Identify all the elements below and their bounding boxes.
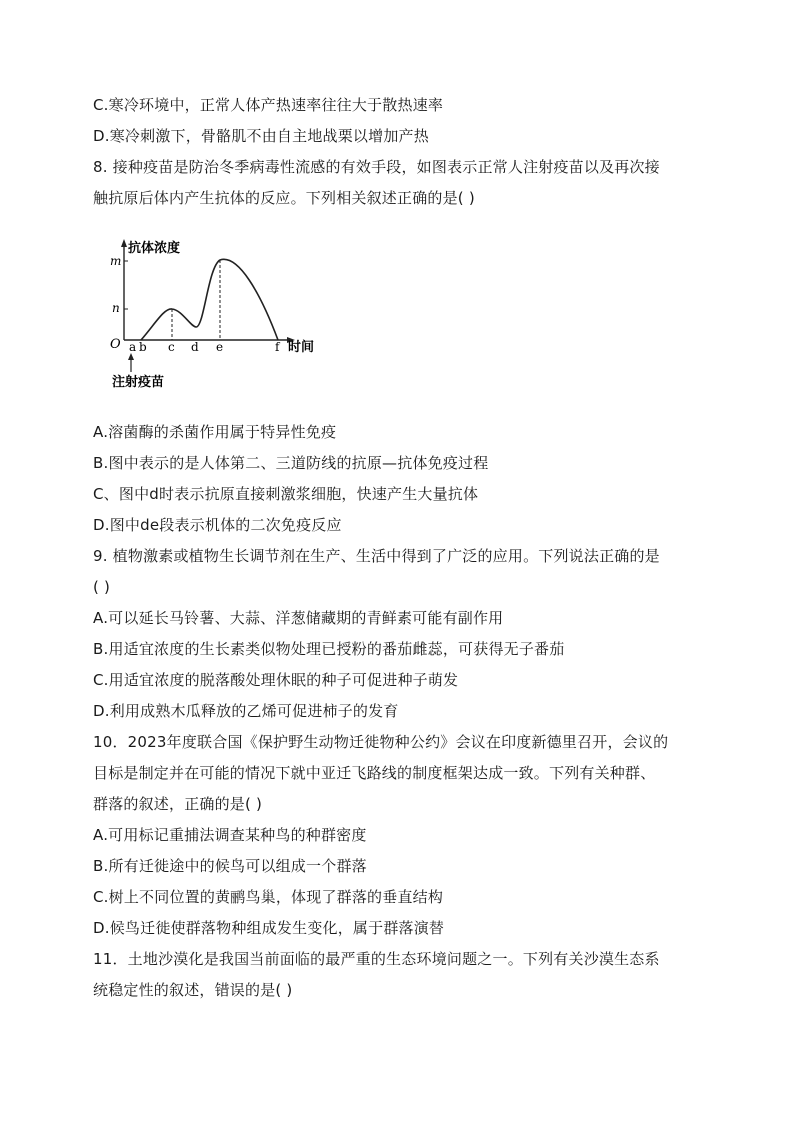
antibody-curve [141,259,278,340]
text-line: 目标是制定并在可能的情况下就中亚迁飞路线的制度框架达成一致。下列有关种群、 [93,764,656,782]
text-line: B.用适宜浓度的生长素类似物处理已授粉的番茄雌蕊，可获得无子番茄 [93,640,565,658]
text-line: 9. 植物激素或植物生长调节剂在生产、生活中得到了广泛的应用。下列说法正确的是 [93,547,660,565]
text-line: B.图中表示的是人体第二、三道防线的抗原—抗体免疫过程 [93,454,489,472]
x-tick-d: d [191,340,199,354]
text-line: A.可以延长马铃薯、大蒜、洋葱储藏期的青鲜素可能有副作用 [93,609,504,627]
text-line: 11．土地沙漠化是我国当前面临的最严重的生态环境问题之一。下列有关沙漠生态系 [93,950,660,968]
text-line: ( ) [93,578,111,596]
text-line: C.寒冷环境中，正常人体产热速率往往大于散热速率 [93,96,444,114]
text-line: A.溶菌酶的杀菌作用属于特异性免疫 [93,423,337,441]
injection-label: 注射疫苗 [112,375,165,390]
text-line: D.寒冷刺激下，骨骼肌不由自主地战栗以增加产热 [93,127,429,145]
text-line: A.可用标记重捕法调查某种鸟的种群密度 [93,826,367,844]
text-line: 触抗原后体内产生抗体的反应。下列相关叙述正确的是( ) [93,189,475,207]
x-tick-b: b [139,340,147,354]
text-line: 8. 接种疫苗是防治冬季病毒性流感的有效手段，如图表示正常人注射疫苗以及再次接 [93,158,660,176]
text-line: D.图中de段表示机体的二次免疫反应 [93,516,342,534]
text-line: B.所有迁徙途中的候鸟可以组成一个群落 [93,857,367,875]
x-tick-e: e [216,340,224,354]
text-line: C.树上不同位置的黄鹂鸟巢，体现了群落的垂直结构 [93,888,444,906]
y-tick-n: n [112,301,120,315]
text-line: D.利用成熟木瓜释放的乙烯可促进柿子的发育 [93,702,399,720]
text-line: C.用适宜浓度的脱落酸处理休眠的种子可促进种子萌发 [93,671,459,689]
x-tick-f: f [275,340,280,354]
y-axis-arrow [121,239,127,247]
injection-arrow-head [128,353,134,360]
y-axis-label: 抗体浓度 [128,241,181,256]
x-axis-label: 时间 [288,340,315,355]
y-tick-m: m [110,254,122,268]
origin-label: O [110,337,121,352]
text-line: 群落的叙述，正确的是( ) [93,795,263,813]
x-tick-c: c [168,340,175,354]
text-line: 10．2023年度联合国《保护野生动物迁徙物种公约》会议在印度新德里召开，会议的 [93,733,669,751]
antibody-concentration-graph [100,232,340,392]
x-tick-a: a [129,340,137,354]
text-line: 统稳定性的叙述，错误的是( ) [93,981,293,999]
text-line: D.候鸟迁徙使群落物种组成发生变化，属于群落演替 [93,919,445,937]
text-line: C、图中d时表示抗原直接刺激浆细胞，快速产生大量抗体 [93,485,479,503]
